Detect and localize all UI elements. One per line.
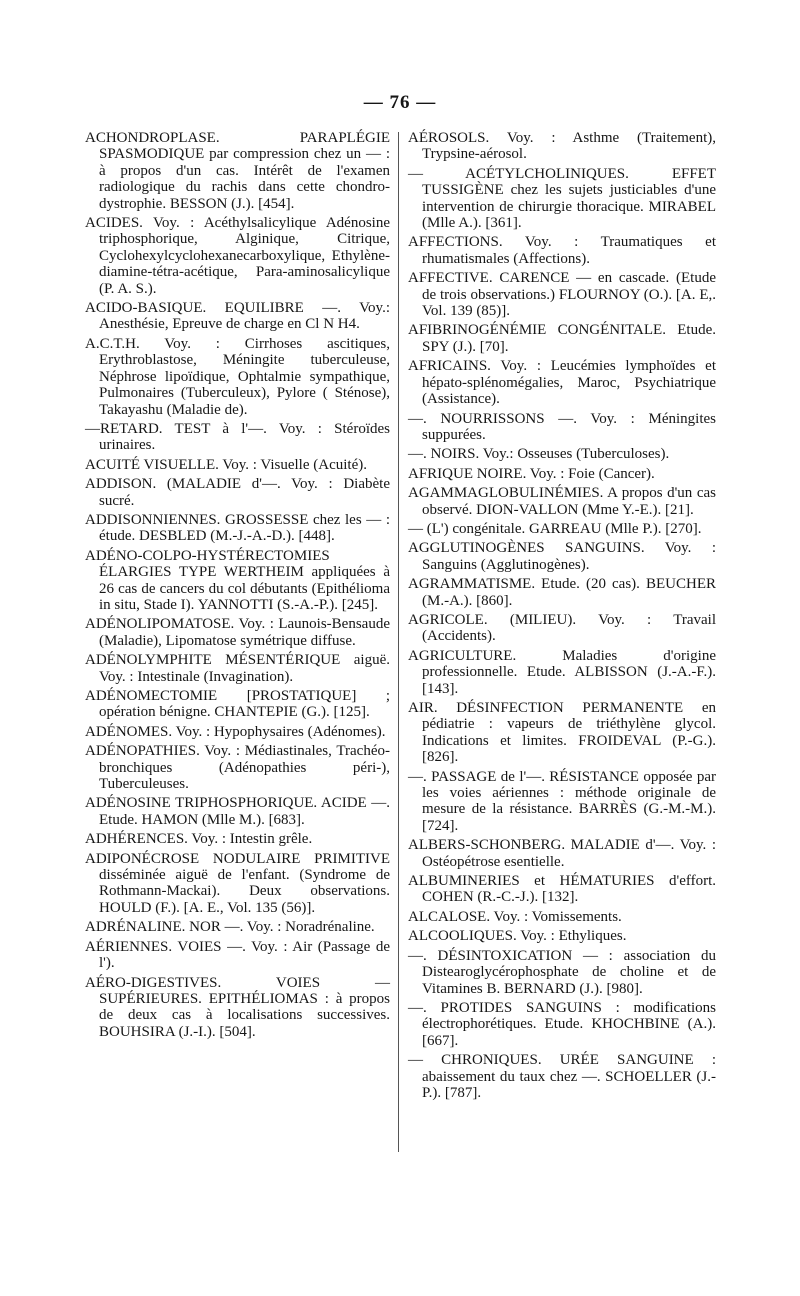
index-entry: AIR. DÉSINFECTION PERMANENTE en pédiatrie : vapeurs de triéthylène glycol. Indications et limites. FROIDEVAL (P.-G.). [826]. xyxy=(408,700,716,766)
index-entry: AÉROSOLS. Voy. : Asthme (Traitement), Trypsine-aérosol. xyxy=(408,130,716,163)
index-entry: AFIBRINOGÉNÉMIE CONGÉNITALE. Etude. SPY (J.). [70]. xyxy=(408,322,716,355)
index-entry: ADÉNOLYMPHITE MÉSENTÉRIQUE aiguë. Voy. : Intestinale (Invagination). xyxy=(85,652,390,685)
left-column xyxy=(85,130,390,1043)
index-entry: AÉRIENNES. VOIES —. Voy. : Air (Passage de l'). xyxy=(85,938,390,972)
column-divider xyxy=(398,132,399,1152)
index-entry: ALBERS-SCHONBERG. MALADIE d'—. Voy. : Ostéopétrose esentielle. xyxy=(408,837,716,870)
index-entry: AGRICULTURE. Maladies d'origine professionnelle. Etude. ALBISSON (J.-A.-F.). [143]. xyxy=(408,647,716,697)
index-entry: —. PROTIDES SANGUINS : modifications électrophorétiques. Etude. KHOCHBINE (A.). [667]. xyxy=(408,999,716,1049)
index-entry: AGGLUTINOGÈNES SANGUINS. Voy. : Sanguins (Agglutinogènes). xyxy=(408,540,716,573)
index-entry: ADÉNOMES. Voy. : Hypophysaires (Adénomes). xyxy=(85,723,386,740)
index-entry: ALCOOLIQUES. Voy. : Ethyliques. xyxy=(408,928,627,945)
index-entry: ADÉNOPATHIES. Voy. : Médiastinales, Trachéo-bronchiques (Adénopathies péri-), Tuberculeuses. xyxy=(85,743,390,793)
index-entry: —. NOIRS. Voy.: Osseuses (Tuberculoses). xyxy=(408,446,670,463)
index-entry: ADÉNO-COLPO-HYSTÉRECTOMIES ÉLARGIES TYPE WERTHEIM appliquées à 26 cas de cancers du col débutants (Epithélioma in situ, Stade I). YANNOTTI (S.-A.-P.). [245]. xyxy=(85,547,390,613)
index-entry: ACUITÉ VISUELLE. Voy. : Visuelle (Acuité). xyxy=(85,456,367,473)
index-entry: AFFECTIONS. Voy. : Traumatiques et rhumatismales (Affections). xyxy=(408,234,716,267)
index-entry: —. NOURRISSONS —. Voy. : Méningites suppurées. xyxy=(408,410,716,443)
index-entry: ADRÉNALINE. NOR —. Voy. : Noradrénaline. xyxy=(85,919,375,936)
index-entry: ACIDES. Voy. : Acéthylsalicylique Adénosine triphosphorique, Alginique, Citrique, Cyclohexylcyclohexanecarboxylique, Ethylène-diamine-tétra-acétique, Para-aminosalicylique (P. A. S.). xyxy=(85,215,390,297)
index-entry: ALBUMINERIES et HÉMATURIES d'effort. COHEN (R.-C.-J.). [132]. xyxy=(408,873,716,906)
index-entry: ADÉNOMECTOMIE [PROSTATIQUE] ; opération bénigne. CHANTEPIE (G.). [125]. xyxy=(85,688,390,721)
index-entry: AFFECTIVE. CARENCE — en cascade. (Etude de trois observations.) FLOURNOY (O.). [A. E,. Vol. 139 (85)]. xyxy=(408,270,716,320)
index-entry: —RETARD. TEST à l'—. Voy. : Stéroïdes urinaires. xyxy=(85,420,390,454)
index-entry: AFRICAINS. Voy. : Leucémies lymphoïdes et hépato-splénomégalies, Maroc, Psychiatrique (Assistance). xyxy=(408,358,716,408)
right-column xyxy=(408,130,716,1104)
index-entry: AFRIQUE NOIRE. Voy. : Foie (Cancer). xyxy=(408,465,655,482)
index-entry: A.C.T.H. Voy. : Cirrhoses ascitiques, Erythroblastose, Méningite tuberculeuse, Néphrose lipoïdique, Ophtalmie sympathique, Pulmonaires (Tuberculeux), Pylore ( Sténose), Takayashu (Maladie de). xyxy=(85,335,390,418)
index-entry: —. DÉSINTOXICATION — : association du Distearoglycérophosphate de choline et de Vitamines B. BERNARD (J.). [980]. xyxy=(408,947,716,997)
index-entry: ADDISONNIENNES. GROSSESSE chez les — : étude. DESBLED (M.-J.-A.-D.). [448]. xyxy=(85,511,390,545)
index-entry: AÉRO-DIGESTIVES. VOIES — SUPÉRIEURES. EPITHÉLIOMAS : à propos de deux cas à localisations successives. BOUHSIRA (J.-I.). [504]. xyxy=(85,974,390,1040)
index-entry: ACIDO-BASIQUE. EQUILIBRE —. Voy.: Anesthésie, Epreuve de charge en Cl N H4. xyxy=(85,300,390,333)
index-entry: —. PASSAGE de l'—. RÉSISTANCE opposée par les voies aériennes : méthode originale de mesure de la résistance. BARRÈS (G.-M.-M.). [724]. xyxy=(408,768,716,834)
index-entry: AGRAMMATISME. Etude. (20 cas). BEUCHER (M.-A.). [860]. xyxy=(408,576,716,609)
page-number: — 76 — xyxy=(363,92,437,113)
index-entry: ADÉNOSINE TRIPHOSPHORIQUE. ACIDE —. Etude. HAMON (Mlle M.). [683]. xyxy=(85,795,390,828)
index-entry: ACHONDROPLASE. PARAPLÉGIE SPASMODIQUE par compression chez un — : à propos d'un cas. Intérêt de l'examen radiologique du rachis dans cette chondro-dystrophie. BESSON (J.). [454]. xyxy=(85,130,390,212)
index-entry: — ACÉTYLCHOLINIQUES. EFFET TUSSIGÈNE chez les sujets justiciables d'une intervention de chirurgie thoracique. MIRABEL (Mlle A.). [361]. xyxy=(408,165,716,232)
index-entry: ADDISON. (MALADIE d'—. Voy. : Diabète sucré. xyxy=(85,476,390,509)
index-entry: ADHÉRENCES. Voy. : Intestin grêle. xyxy=(85,831,313,848)
index-entry: AGAMMAGLOBULINÉMIES. A propos d'un cas observé. DION-VALLON (Mme Y.-E.). [21]. xyxy=(408,485,716,518)
index-entry: ADÉNOLIPOMATOSE. Voy. : Launois-Bensaude (Maladie), Lipomatose symétrique diffuse. xyxy=(85,616,390,649)
index-entry: ALCALOSE. Voy. : Vomissements. xyxy=(408,908,622,925)
index-entry: AGRICOLE. (MILIEU). Voy. : Travail (Accidents). xyxy=(408,611,716,645)
index-entry: — (L') congénitale. GARREAU (Mlle P.). [270]. xyxy=(408,520,702,537)
index-entry: ADIPONÉCROSE NODULAIRE PRIMITIVE disséminée aiguë de l'enfant. (Syndrome de Rothmann-Mackai). Deux observations. HOULD (F.). [A. E., Vol. 135 (56)]. xyxy=(85,850,390,916)
index-entry: — CHRONIQUES. URÉE SANGUINE : abaissement du taux chez —. SCHOELLER (J.-P.). [787]. xyxy=(408,1052,716,1101)
